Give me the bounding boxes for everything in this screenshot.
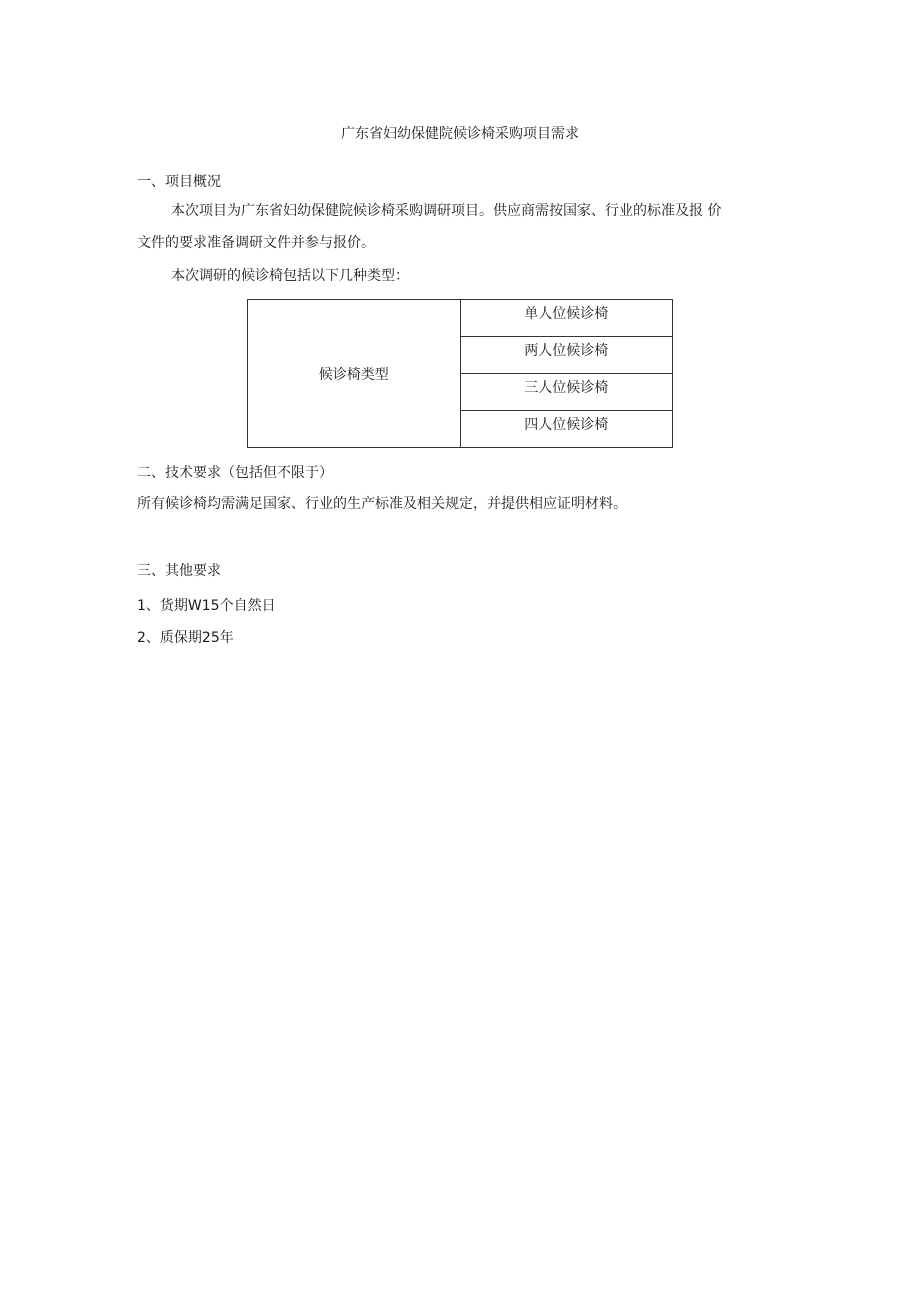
section-2-heading: 二、技术要求（包括但不限于） — [137, 465, 333, 481]
requirement-item-warranty — [137, 629, 234, 645]
table-row — [248, 300, 673, 337]
chair-type-option: 两人位候诊椅 — [460, 337, 673, 374]
section-2-paragraph: 所有候诊椅均需满足国家、行业的生产标准及相关规定，并提供相应证明材料。 — [137, 496, 627, 512]
chair-type-option: 单人位候诊椅 — [460, 300, 673, 337]
item-unit: 个自然日 — [219, 598, 276, 614]
section-1-paragraph-2: 本次调研的候诊椅包括以下几种类型： — [171, 268, 409, 284]
item-number: 1 — [137, 598, 146, 614]
item-value: 25 — [201, 630, 220, 646]
item-number: 2 — [137, 630, 146, 646]
item-unit: 年 — [219, 630, 234, 646]
chair-type-option: 四人位候诊椅 — [460, 411, 673, 448]
section-1-paragraph-line-1: 本次项目为广东省妇幼保健院候诊椅采购调研项目。供应商需按国家、行业的标准及报 价 — [171, 203, 722, 219]
requirement-item-delivery — [137, 597, 276, 613]
section-3-heading: 三、其他要求 — [137, 563, 221, 579]
item-value: W15 — [187, 598, 220, 614]
document-title: 广东省妇幼保健院候诊椅采购项目需求 — [341, 126, 579, 142]
chair-type-option: 三人位候诊椅 — [460, 374, 673, 411]
chair-type-label: 候诊椅类型 — [248, 300, 461, 448]
item-label: 、货期 — [145, 598, 188, 614]
section-1-heading: 一、项目概况 — [137, 174, 221, 190]
chair-types-table — [247, 299, 673, 448]
item-label: 、质保期 — [145, 630, 202, 646]
section-1-paragraph-line-2: 文件的要求准备调研文件并参与报价。 — [137, 235, 375, 251]
